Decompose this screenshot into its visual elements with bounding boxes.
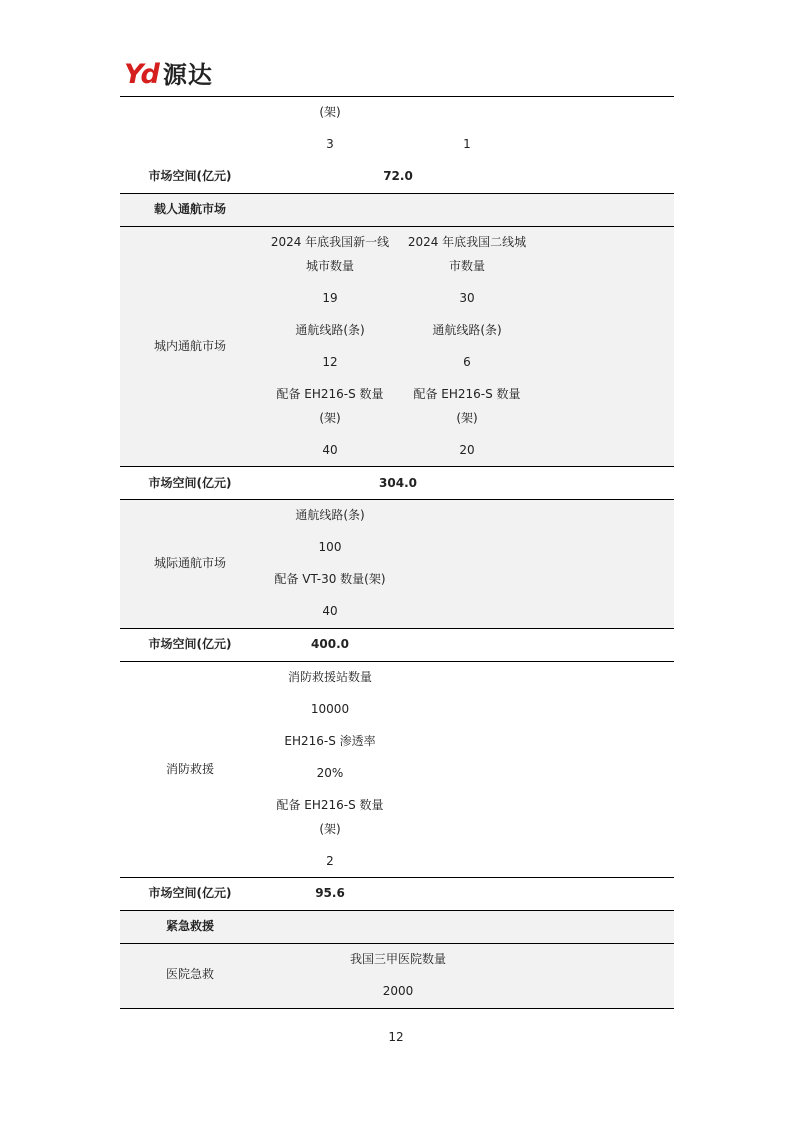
partial-value-col2: 1 — [463, 137, 471, 151]
hospital-count-label: 我国三甲医院数量 — [349, 952, 447, 966]
header-logo — [124, 60, 213, 90]
row-label-fire: 消防救援 — [165, 762, 215, 776]
fire-aircraft: 2 — [326, 854, 334, 868]
urban-col1-aircraft: 40 — [322, 443, 338, 457]
row-label-hospital: 医院急救 — [165, 967, 215, 981]
urban-col1-city-count: 19 — [322, 291, 338, 305]
table-rule — [120, 1008, 674, 1009]
logo-text: 源达 — [162, 61, 213, 89]
fire-stations: 10000 — [310, 702, 350, 716]
urban-col2-header: 2024 年底我国二线城 — [407, 235, 527, 249]
urban-col1-header: 城市数量 — [305, 259, 355, 273]
intercity-routes: 100 — [318, 540, 342, 554]
intercity-routes-label: 通航线路(条) — [295, 508, 365, 522]
market-space-value: 72.0 — [383, 169, 413, 183]
urban-col2-aircraft-unit: (架) — [456, 411, 478, 425]
market-space-value: 95.6 — [315, 886, 345, 900]
partial-value-col1: 3 — [326, 137, 334, 151]
urban-col1-aircraft-label: 配备 EH216-S 数量 — [276, 387, 384, 401]
fire-penetration-label: EH216-S 渗透率 — [284, 734, 376, 748]
table-rule — [120, 943, 674, 944]
section-title-manned: 载人通航市场 — [153, 202, 227, 216]
partial-unit-label: (架) — [319, 105, 341, 119]
urban-col2-aircraft-label: 配备 EH216-S 数量 — [413, 387, 521, 401]
intercity-aircraft: 40 — [322, 604, 338, 618]
urban-col2-aircraft: 20 — [459, 443, 475, 457]
market-space-label: 市场空间(亿元) — [148, 169, 232, 183]
urban-col2-city-count: 30 — [459, 291, 475, 305]
fire-aircraft-unit: (架) — [319, 822, 341, 836]
table-rule — [120, 910, 674, 911]
urban-col2-header: 市数量 — [448, 259, 486, 273]
market-space-label: 市场空间(亿元) — [148, 637, 232, 651]
header-rule — [120, 96, 674, 97]
market-space-label: 市场空间(亿元) — [148, 886, 232, 900]
urban-col1-routes-label: 通航线路(条) — [295, 323, 365, 337]
table-rule — [120, 499, 674, 500]
intercity-aircraft-label: 配备 VT-30 数量(架) — [274, 572, 386, 586]
urban-col1-header: 2024 年底我国新一线 — [270, 235, 390, 249]
table-rule — [120, 466, 674, 467]
urban-col1-routes: 12 — [322, 355, 338, 369]
market-space-label: 市场空间(亿元) — [148, 476, 232, 490]
table-rule — [120, 226, 674, 227]
fire-penetration: 20% — [316, 766, 344, 780]
market-space-value: 304.0 — [379, 476, 417, 490]
page-number: 12 — [388, 1030, 404, 1044]
market-space-value: 400.0 — [311, 637, 349, 651]
fire-stations-label: 消防救援站数量 — [287, 670, 373, 684]
table-rule — [120, 628, 674, 629]
urban-col2-routes: 6 — [463, 355, 471, 369]
section-title-emergency: 紧急救援 — [165, 919, 215, 933]
row-label-urban: 城内通航市场 — [153, 339, 227, 353]
fire-aircraft-label: 配备 EH216-S 数量 — [276, 798, 384, 812]
hospital-count: 2000 — [382, 984, 414, 998]
urban-col1-aircraft-unit: (架) — [319, 411, 341, 425]
table-rule — [120, 661, 674, 662]
logo-mark: Yd — [124, 59, 157, 90]
row-label-intercity: 城际通航市场 — [153, 556, 227, 570]
urban-col2-routes-label: 通航线路(条) — [432, 323, 502, 337]
table-rule — [120, 193, 674, 194]
table-rule — [120, 877, 674, 878]
